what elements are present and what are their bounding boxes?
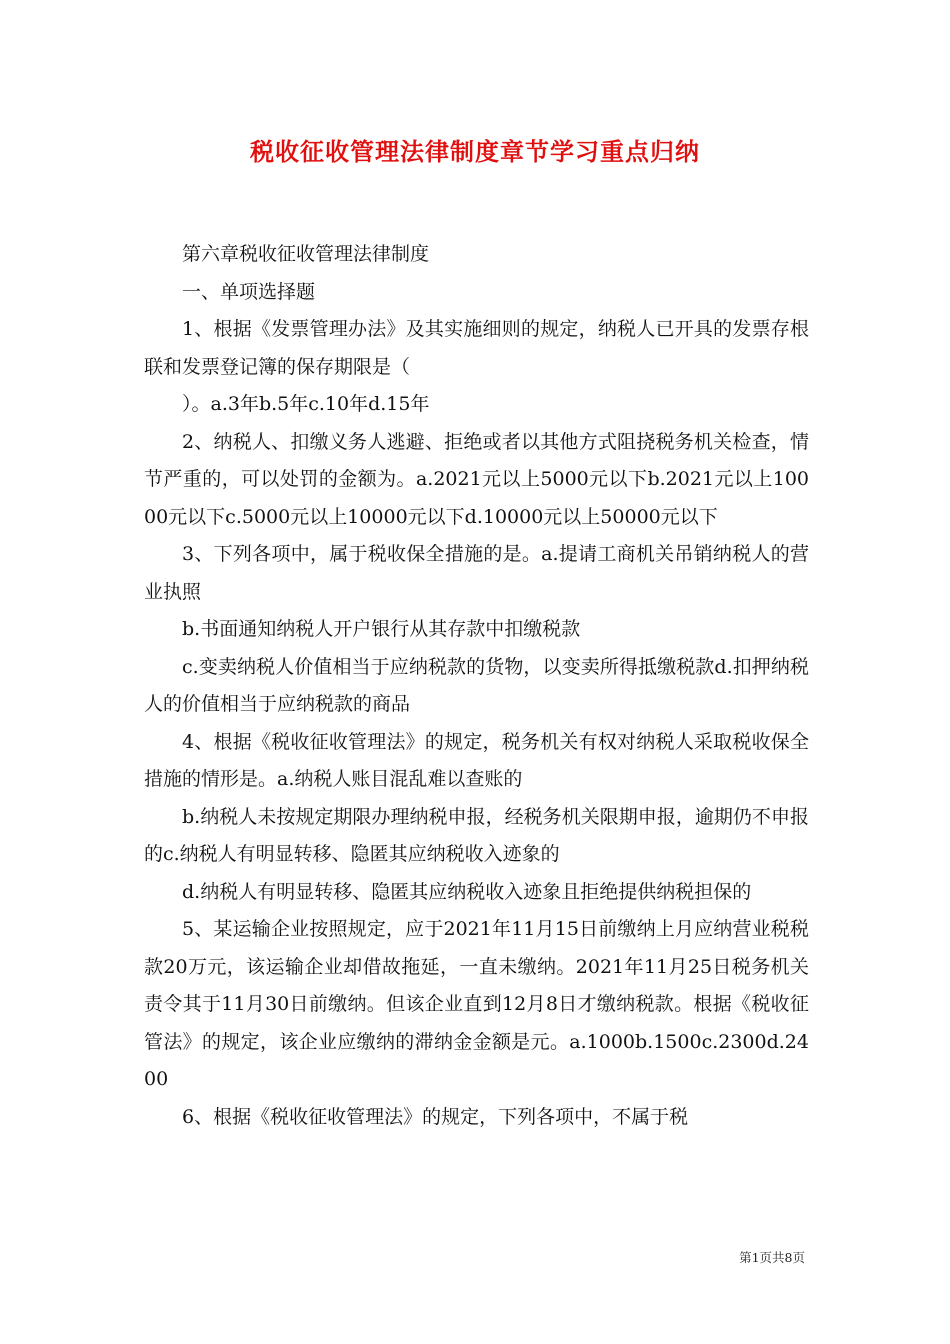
chapter-heading: 第六章税收征收管理法律制度 bbox=[182, 243, 430, 265]
question-1-options: ）。a.3年b.5年c.10年d.15年 bbox=[182, 393, 430, 415]
question-3: 3、下列各项中，属于税收保全措施的是。a.提请工商机关吊销纳税人的营业执照 bbox=[144, 543, 809, 603]
section-heading: 一、单项选择题 bbox=[182, 280, 316, 303]
question-5: 5、某运输企业按照规定，应于2021年11月15日前缴纳上月应纳营业税税款20万元，该运输企业却借故拖延，一直未缴纳。2021年11月25日税务机关责令其于11月30日前缴纳。但该企业直到12月8日才缴纳税款。根据《税收征管法》的规定，该企业应缴纳的滞纳金金额是元。a.1000b.1500c.2300d.2400 bbox=[144, 918, 809, 1090]
question-6: 6、根据《税收征收管理法》的规定，下列各项中，不属于税 bbox=[182, 1105, 689, 1128]
question-3-option-c-d: c.变卖纳税人价值相当于应纳税款的货物，以变卖所得抵缴税款d.扣押纳税人的价值相当于应纳税款的商品 bbox=[144, 655, 809, 715]
question-4-option-d: d.纳税人有明显转移、隐匿其应纳税收入迹象且拒绝提供纳税担保的 bbox=[182, 880, 752, 903]
question-1: 1、根据《发票管理办法》及其实施细则的规定，纳税人已开具的发票存根联和发票登记簿的保存期限是（ bbox=[144, 318, 809, 378]
document-title: 税收征收管理法律制度章节学习重点归纳 bbox=[250, 137, 700, 166]
page-number: 第1页共8页 bbox=[739, 1250, 805, 1265]
document-body bbox=[144, 236, 809, 1136]
question-2: 2、纳税人、扣缴义务人逃避、拒绝或者以其他方式阻挠税务机关检查，情节严重的，可以处罚的金额为。a.2021元以上5000元以下b.2021元以上10000元以下c.5000元以上10000元以下d.10000元以上50000元以下 bbox=[144, 430, 809, 528]
question-4-option-b-c: b.纳税人未按规定期限办理纳税申报，经税务机关限期申报，逾期仍不申报的c.纳税人有明显转移、隐匿其应纳税收入迹象的 bbox=[144, 805, 809, 865]
question-4: 4、根据《税收征收管理法》的规定，税务机关有权对纳税人采取税收保全措施的情形是。a.纳税人账目混乱难以查账的 bbox=[144, 730, 809, 790]
question-3-option-b: b.书面通知纳税人开户银行从其存款中扣缴税款 bbox=[182, 618, 581, 640]
